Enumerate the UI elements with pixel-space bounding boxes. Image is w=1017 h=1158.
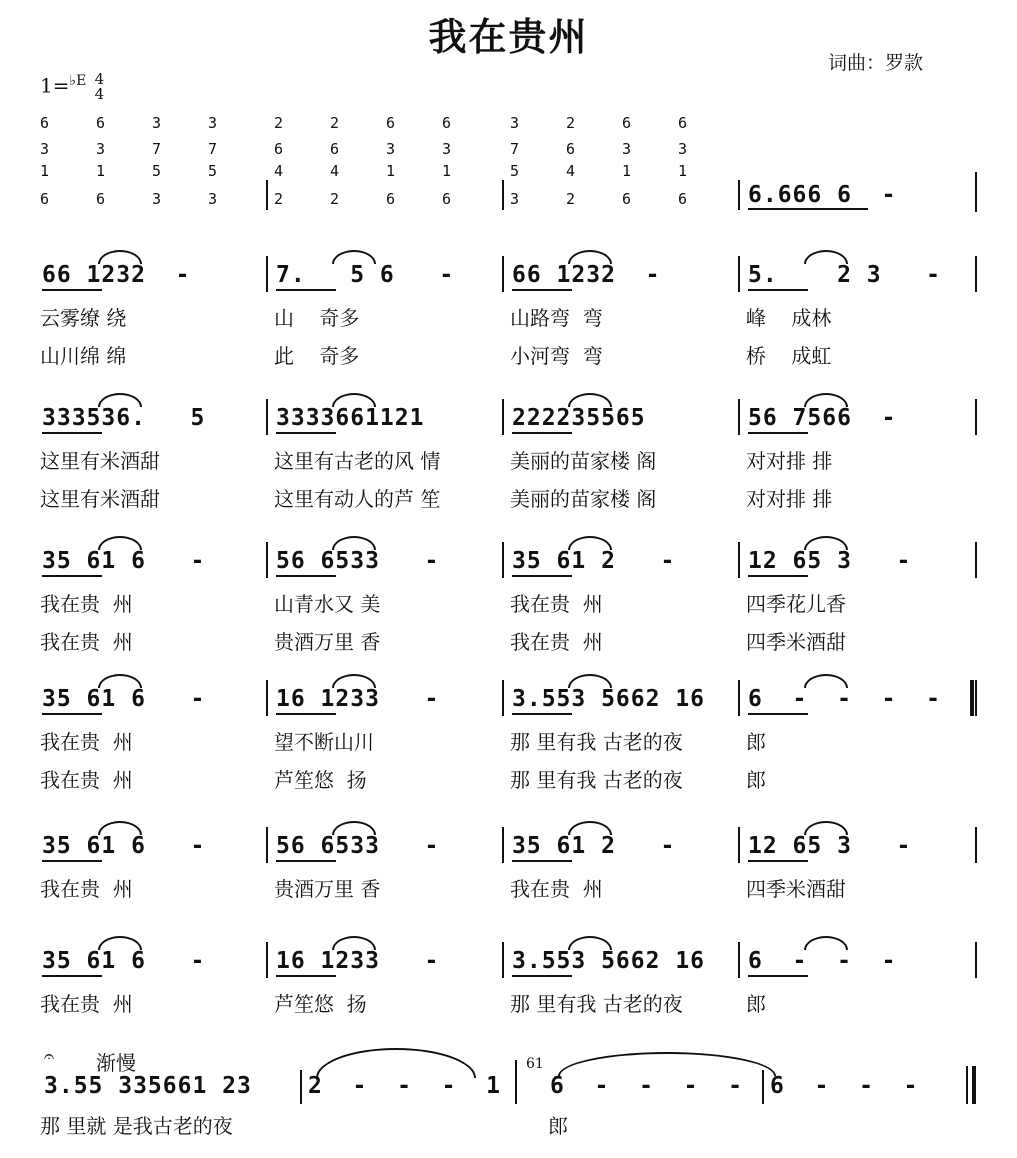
- lyric-line-2: 我在贵 州: [40, 630, 133, 654]
- measure: 6 - - - -: [748, 686, 942, 712]
- intro-chord-note: 6: [622, 190, 632, 208]
- measure: 16 1233 -: [276, 686, 440, 712]
- slur: [568, 250, 612, 264]
- lyric-line-1: 望不断山川: [274, 730, 374, 754]
- intro-chord-note: 3: [678, 140, 688, 158]
- lyric-line-1: 我在贵 州: [40, 992, 133, 1016]
- measure: 35 61 6 -: [42, 548, 206, 574]
- lyric-line-1: 这里有米酒甜: [40, 449, 160, 473]
- measure: 56 6533 -: [276, 833, 440, 859]
- underline: [276, 289, 336, 291]
- lyric-line-2: 芦笙悠 扬: [274, 768, 367, 792]
- ending-bar-1: 3.55 335661 23: [44, 1073, 252, 1099]
- slur: [332, 250, 376, 264]
- underline: [748, 575, 808, 577]
- measure: 66 1232 -: [512, 262, 661, 288]
- intro-chord-note: 3: [510, 190, 520, 208]
- time-bottom: 4: [94, 85, 105, 103]
- intro-chord-note: 7: [152, 140, 162, 158]
- intro-chord-note: 6: [330, 140, 340, 158]
- key-label: 1=: [40, 73, 70, 98]
- intro-chord-note: 1: [622, 162, 632, 180]
- barline: [502, 827, 504, 863]
- intro-chord-note: 6: [442, 190, 452, 208]
- intro-chord-note: 3: [442, 140, 452, 158]
- song-title: 我在贵州: [428, 14, 589, 59]
- barline: [975, 256, 977, 292]
- slur: [332, 393, 376, 407]
- underline: [42, 975, 102, 977]
- intro-chord-note: 3: [386, 140, 396, 158]
- measure: 66 1232 -: [42, 262, 191, 288]
- underline: [276, 713, 336, 715]
- slur: [98, 393, 142, 407]
- lyric-line-1: 我在贵 州: [40, 877, 133, 901]
- intro-chord-note: 3: [510, 114, 520, 132]
- underline: [512, 713, 572, 715]
- intro-chord-note: 2: [274, 114, 284, 132]
- slur: [316, 1048, 476, 1078]
- lyric-line-1: 四季花儿香: [746, 592, 846, 616]
- barline: [975, 680, 977, 716]
- lyric-line-1: 贵酒万里 香: [274, 877, 381, 901]
- fermata-icon: 𝄐: [44, 1046, 55, 1067]
- barline: [266, 542, 268, 578]
- lyric-line-1: 山路弯 弯: [510, 306, 603, 330]
- ending-bar-2: 2 - - - 1: [308, 1073, 502, 1099]
- lyric-line-2: 我在贵 州: [40, 768, 133, 792]
- intro-chord-note: 2: [274, 190, 284, 208]
- barline: [502, 399, 504, 435]
- slur: [98, 250, 142, 264]
- intro-chord-note: 6: [678, 190, 688, 208]
- intro-chord-note: 3: [152, 190, 162, 208]
- intro-chord-note: 1: [40, 162, 50, 180]
- tempo-mark: 渐慢: [96, 1051, 136, 1075]
- underline: [42, 289, 102, 291]
- barline: [975, 542, 977, 578]
- lyric-line-2: 对对排 排: [746, 487, 833, 511]
- barline: [738, 180, 740, 210]
- time-top: 4: [94, 70, 105, 88]
- measure: 7. 5 6 -: [276, 262, 455, 288]
- intro-chord-note: 6: [678, 114, 688, 132]
- key-flat: ♭E: [69, 72, 87, 89]
- barline: [738, 942, 740, 978]
- intro-chord-note: 3: [622, 140, 632, 158]
- final-barline-thick: [972, 1066, 976, 1104]
- lyric-line-1: 那 里有我 古老的夜: [510, 730, 683, 754]
- underline: [42, 432, 102, 434]
- lyric-line-1: 郎: [746, 992, 766, 1016]
- barline: [515, 1060, 517, 1104]
- intro-chord-note: 6: [96, 190, 106, 208]
- barline: [975, 942, 977, 978]
- underline: [512, 432, 572, 434]
- underline: [276, 432, 336, 434]
- barline: [502, 942, 504, 978]
- intro-chord-note: 3: [208, 114, 218, 132]
- intro-chord-note: 4: [566, 162, 576, 180]
- lyric-line-1: 云雾缭 绕: [40, 306, 127, 330]
- intro-chord-note: 1: [678, 162, 688, 180]
- lyric-line-2: 贵酒万里 香: [274, 630, 381, 654]
- intro-chord-note: 3: [208, 190, 218, 208]
- barline: [266, 256, 268, 292]
- composer-credit: 词曲：罗款: [828, 52, 924, 74]
- barline: [266, 942, 268, 978]
- barline: [738, 542, 740, 578]
- barline: [738, 256, 740, 292]
- lyric-line-2: 此 奇多: [274, 344, 360, 368]
- measure: 5. 2 3 -: [748, 262, 942, 288]
- lyric-line-2: 这里有米酒甜: [40, 487, 160, 511]
- measure: 222235565: [512, 405, 646, 431]
- lyric-line-1: 这里有古老的风 情: [274, 449, 441, 473]
- intro-chord-note: 4: [330, 162, 340, 180]
- lyric-line-2: 山川绵 绵: [40, 344, 127, 368]
- slur: [568, 674, 612, 688]
- lyric-line-1: 我在贵 州: [510, 877, 603, 901]
- time-signature: [95, 72, 105, 102]
- barline: [738, 680, 740, 716]
- barline: [502, 180, 504, 210]
- lyric-line-1: 那 里有我 古老的夜: [510, 992, 683, 1016]
- barline: [266, 680, 268, 716]
- measure: 16 1233 -: [276, 948, 440, 974]
- underline: [748, 975, 808, 977]
- underline: [42, 713, 102, 715]
- intro-chord-note: 3: [40, 140, 50, 158]
- intro-chord-note: 7: [208, 140, 218, 158]
- slur: [98, 936, 142, 950]
- barline: [975, 172, 977, 212]
- slur: [804, 821, 848, 835]
- intro-chord-note: 1: [96, 162, 106, 180]
- slur: [804, 674, 848, 688]
- underline: [748, 289, 808, 291]
- intro-chord-note: 5: [152, 162, 162, 180]
- lyric-line-1: 芦笙悠 扬: [274, 992, 367, 1016]
- lyric-line-2: 郎: [746, 768, 766, 792]
- barline: [266, 399, 268, 435]
- intro-chord-note: 6: [442, 114, 452, 132]
- underline: [748, 432, 808, 434]
- lyric-line-2: 美丽的苗家楼 阁: [510, 487, 657, 511]
- lyric-line-2: 桥 成虹: [746, 344, 832, 368]
- slur: [804, 536, 848, 550]
- lyric-line-2: 小河弯 弯: [510, 344, 603, 368]
- ending-bar-3: 6 - - - -: [550, 1073, 744, 1099]
- underline: [512, 860, 572, 862]
- barline: [502, 256, 504, 292]
- barline: [738, 827, 740, 863]
- slur: [332, 936, 376, 950]
- ending-bar-4: 6 - - -: [770, 1073, 919, 1099]
- intro-chord-note: 6: [386, 190, 396, 208]
- barline: [266, 827, 268, 863]
- measure: 12 65 3 -: [748, 833, 912, 859]
- measure: 35 61 2 -: [512, 833, 676, 859]
- barline: [975, 399, 977, 435]
- underline: [42, 860, 102, 862]
- underline: [42, 575, 102, 577]
- lyric-line-1: 我在贵 州: [40, 730, 133, 754]
- intro-chord-note: 6: [386, 114, 396, 132]
- underline: [512, 575, 572, 577]
- intro-chord-note: 5: [510, 162, 520, 180]
- slur: [568, 536, 612, 550]
- lyric-line-1: 我在贵 州: [40, 592, 133, 616]
- slur: [568, 936, 612, 950]
- barline: [502, 542, 504, 578]
- intro-chord-note: 6: [96, 114, 106, 132]
- lyric-line-1: 郎: [746, 730, 766, 754]
- intro-chord-note: 6: [274, 140, 284, 158]
- slur: [332, 674, 376, 688]
- measure: 333536. 5: [42, 405, 206, 431]
- measure: 6 - - -: [748, 948, 897, 974]
- intro-chord-note: 6: [40, 114, 50, 132]
- barline: [266, 180, 268, 210]
- measure: 3.553 5662 16: [512, 948, 706, 974]
- intro-chord-note: 2: [566, 190, 576, 208]
- intro-chord-note: 1: [386, 162, 396, 180]
- measure: 35 61 6 -: [42, 948, 206, 974]
- measure: 35 61 2 -: [512, 548, 676, 574]
- slur: [804, 936, 848, 950]
- intro-chord-note: 6: [566, 140, 576, 158]
- lyric-line-1: 对对排 排: [746, 449, 833, 473]
- lyric-line-1: 山青水又 美: [274, 592, 381, 616]
- lyric-line-2: 四季米酒甜: [746, 630, 846, 654]
- barline: [975, 827, 977, 863]
- lyric-line-1: 山 奇多: [274, 306, 360, 330]
- lyric-line-2: 这里有动人的芦 笙: [274, 487, 441, 511]
- slur: [804, 393, 848, 407]
- intro-chord-note: 1: [442, 162, 452, 180]
- underline: [512, 289, 572, 291]
- slur: [98, 536, 142, 550]
- intro-chord-note: 3: [152, 114, 162, 132]
- slur: [804, 250, 848, 264]
- measure: 35 61 6 -: [42, 686, 206, 712]
- underline: [276, 975, 336, 977]
- barline: [762, 1070, 764, 1104]
- lyric-line-1: 我在贵 州: [510, 592, 603, 616]
- grace-notes: 61: [526, 1056, 544, 1072]
- underline: [748, 713, 808, 715]
- intro-chord-note: 3: [96, 140, 106, 158]
- intro-chord-note: 7: [510, 140, 520, 158]
- final-barline-thin: [966, 1066, 968, 1104]
- barline: [738, 399, 740, 435]
- measure: 56 7566 -: [748, 405, 897, 431]
- measure: 3333661121: [276, 405, 425, 431]
- intro-chord-note: 6: [40, 190, 50, 208]
- intro-chord-note: 6: [622, 114, 632, 132]
- intro-chord-note: 4: [274, 162, 284, 180]
- intro-chord-note: 2: [566, 114, 576, 132]
- slur: [98, 821, 142, 835]
- underline: [748, 208, 868, 210]
- intro-last-bar: 6.666 6 -: [748, 182, 897, 208]
- slur: [332, 821, 376, 835]
- lyric-line-2: 我在贵 州: [510, 630, 603, 654]
- barline: [502, 680, 504, 716]
- slur: [568, 393, 612, 407]
- key-signature: [40, 72, 104, 102]
- ending-lyric-2: 郎: [548, 1114, 568, 1138]
- slur: [568, 821, 612, 835]
- measure: 3.553 5662 16: [512, 686, 706, 712]
- underline: [512, 975, 572, 977]
- repeat-barline: [970, 680, 974, 716]
- ending-lyric-1: 那 里就 是我古老的夜: [40, 1114, 233, 1138]
- intro-chord-note: 2: [330, 114, 340, 132]
- slur: [332, 536, 376, 550]
- tie: [558, 1052, 776, 1076]
- lyric-line-1: 峰 成林: [746, 306, 832, 330]
- measure: 35 61 6 -: [42, 833, 206, 859]
- intro-chord-note: 5: [208, 162, 218, 180]
- intro-chord-note: 2: [330, 190, 340, 208]
- lyric-line-1: 美丽的苗家楼 阁: [510, 449, 657, 473]
- barline: [300, 1070, 302, 1104]
- underline: [276, 575, 336, 577]
- underline: [748, 860, 808, 862]
- underline: [276, 860, 336, 862]
- lyric-line-1: 四季米酒甜: [746, 877, 846, 901]
- lyric-line-2: 那 里有我 古老的夜: [510, 768, 683, 792]
- measure: 12 65 3 -: [748, 548, 912, 574]
- measure: 56 6533 -: [276, 548, 440, 574]
- slur: [98, 674, 142, 688]
